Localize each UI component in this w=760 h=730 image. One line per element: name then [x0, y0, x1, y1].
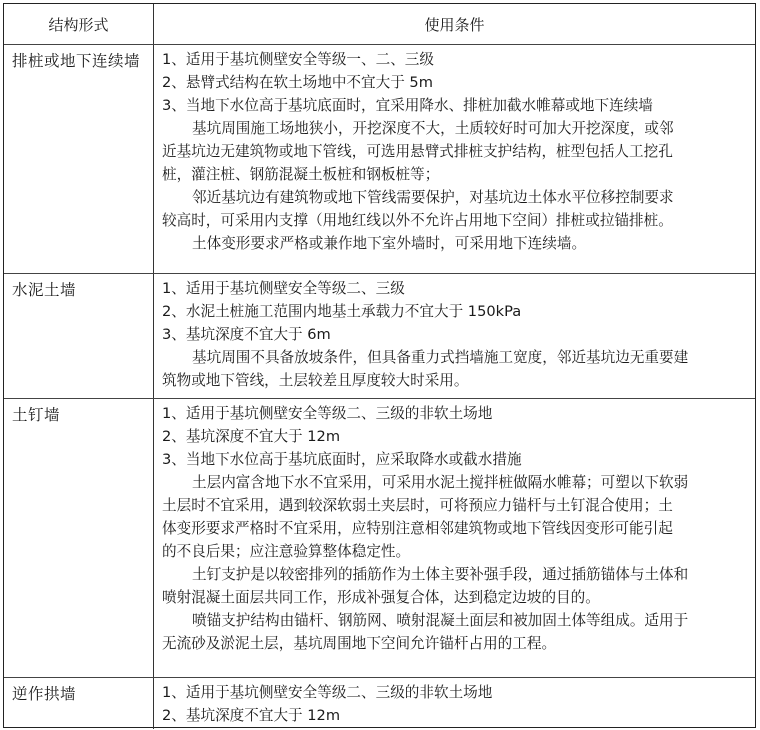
condition-paragraph: 土层内富含地下水不宜采用，可采用水泥土搅拌桩做隔水帷幕；可塑以下软弱 [192, 474, 689, 491]
condition-line: 1、适用于基坑侧壁安全等级二、三级的非软土场地 [162, 684, 493, 701]
structure-type-label: 排桩或地下连续墙 [12, 52, 141, 70]
conditions-cell [154, 678, 755, 729]
type-cell [4, 678, 154, 729]
condition-line: 1、适用于基坑侧壁安全等级二、三级的非软土场地 [162, 405, 493, 422]
header-usage-conditions: 使用条件 [424, 16, 485, 34]
condition-paragraph: 喷锚支护结构由锚杆、钢筋网、喷射混凝土面层和被加固土体等组成。适用于 [192, 612, 689, 629]
condition-paragraph: 无流砂及淤泥土层，基坑周围地下空间允许锚杆占用的工程。 [162, 635, 557, 652]
conditions-table [3, 3, 756, 728]
condition-paragraph: 喷射混凝土面层共同工作，形成补强复合体，达到稳定边坡的目的。 [162, 589, 600, 606]
table-row [4, 274, 755, 399]
type-cell [4, 274, 154, 398]
condition-paragraph: 筑物或地下管线，土层较差且厚度较大时采用。 [162, 372, 469, 389]
conditions-cell [154, 274, 755, 398]
table-header-row [4, 4, 755, 45]
condition-line: 3、基坑深度不宜大于 6m [162, 326, 331, 343]
structure-type-label: 水泥土墙 [12, 281, 77, 299]
condition-paragraph: 土钉支护是以较密排列的插筋作为土体主要补强手段，通过插筋锚体与土体和 [192, 566, 689, 583]
condition-line: 3、当地下水位高于基坑底面时，应采取降水或截水措施 [162, 451, 522, 468]
type-cell [4, 45, 154, 273]
condition-paragraph: 基坑周围施工场地狭小，开挖深度不大，土质较好时可加大开挖深度，或邻 [192, 120, 674, 137]
header-structure-type: 结构形式 [48, 16, 109, 34]
condition-line: 1、适用于基坑侧壁安全等级一、二、三级 [162, 51, 434, 68]
condition-paragraph: 体变形要求严格时不宜采用，应特别注意相邻建筑物或地下管线因变形可能引起 [162, 520, 673, 537]
condition-paragraph: 桩，灌注桩、钢筋混凝土板桩和钢板桩等； [162, 166, 440, 183]
condition-line: 1、适用于基坑侧壁安全等级二、三级 [162, 280, 405, 297]
table-row [4, 678, 755, 729]
type-cell [4, 399, 154, 677]
conditions-cell [154, 399, 755, 677]
conditions-cell [154, 45, 755, 273]
condition-line: 2、基坑深度不宜大于 12m [162, 428, 341, 445]
condition-paragraph: 基坑周围不具备放坡条件，但具备重力式挡墙施工宽度，邻近基坑边无重要建 [192, 349, 689, 366]
table-row [4, 399, 755, 678]
condition-line: 3、当地下水位高于基坑底面时，宜采用降水、排桩加截水帷幕或地下连续墙 [162, 97, 653, 114]
header-cell-conditions [154, 4, 755, 44]
condition-line: 2、基坑深度不宜大于 12m [162, 707, 341, 724]
structure-type-label: 土钉墙 [12, 406, 61, 424]
condition-paragraph: 邻近基坑边有建筑物或地下管线需要保护，对基坑边土体水平位移控制要求 [192, 189, 674, 206]
condition-line: 2、水泥土桩施工范围内地基土承载力不宜大于 150kPa [162, 303, 522, 320]
condition-paragraph: 近基坑边无建筑物或地下管线，可选用悬臂式排桩支护结构，桩型包括人工挖孔 [162, 143, 673, 160]
table-row [4, 45, 755, 274]
condition-line: 2、悬臂式结构在软土场地中不宜大于 5m [162, 74, 433, 91]
condition-paragraph: 的不良后果；应注意验算整体稳定性。 [162, 543, 411, 560]
condition-paragraph: 土层时不宜采用，遇到较深软弱土夹层时，可将预应力锚杆与土钉混合使用；土 [162, 497, 673, 514]
header-cell-structure [4, 4, 154, 44]
structure-type-label: 逆作拱墙 [12, 685, 77, 703]
condition-paragraph: 土体变形要求严格或兼作地下室外墙时，可采用地下连续墙。 [192, 235, 587, 252]
condition-paragraph: 较高时，可采用内支撑（用地红线以外不允许占用地下空间）排桩或拉锚排桩。 [162, 212, 673, 229]
